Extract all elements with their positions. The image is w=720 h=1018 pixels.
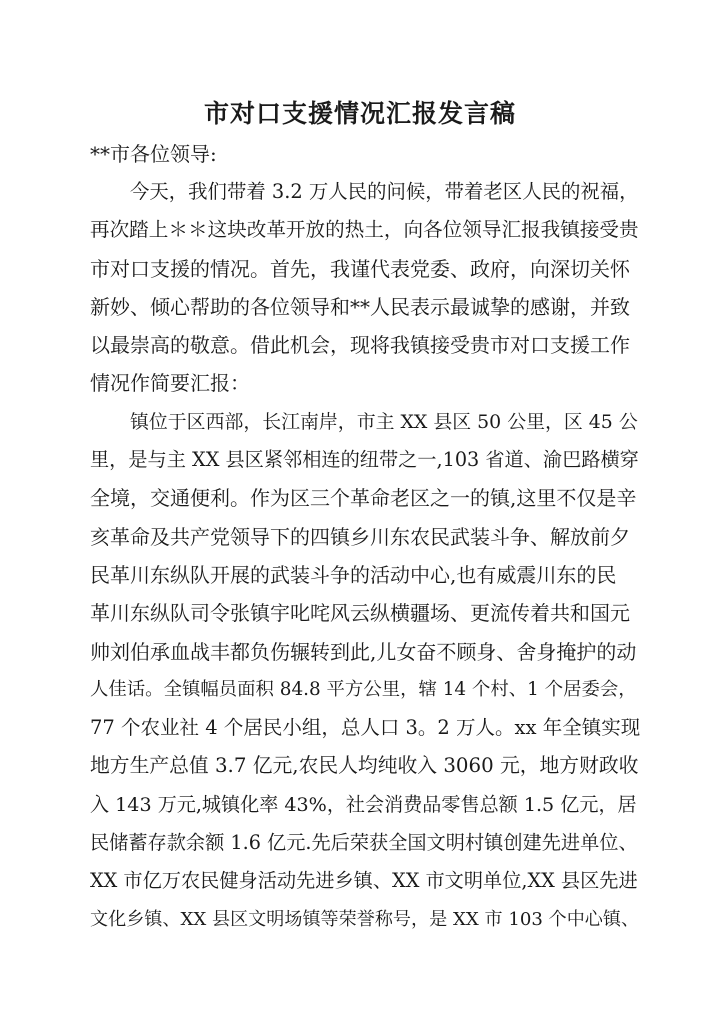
- body-line: 情况作简要汇报：: [90, 371, 250, 396]
- body-line: 市对口支援的情况。首先，我谨代表党委、政府，向深切关怀: [90, 256, 630, 281]
- body-line: 帅刘伯承血战丰都负伤辗转到此,儿女奋不顾身、舍身掩护的动: [90, 639, 637, 664]
- body-line: 新妙、倾心帮助的各位领导和**人民表示最诚挚的感谢，并致: [90, 294, 630, 319]
- body-line: XX 市亿万农民健身活动先进乡镇、XX 市文明单位,XX 县区先进: [90, 869, 638, 893]
- body-line: 再次踏上＊＊这块改革开放的热土，向各位领导汇报我镇接受贵: [90, 218, 639, 242]
- body-line: 民储蓄存款余额 1.6 亿元.先后荣获全国文明村镇创建先进单位、: [90, 831, 638, 855]
- body-line: 入 143 万元,城镇化率 43%，社会消费品零售总额 1.5 亿元，居: [90, 792, 637, 816]
- body-line: 文化乡镇、XX 县区文明场镇等荣誉称号，是 XX 市 103 个中心镇、: [90, 908, 640, 930]
- body-line: 全境，交通便利。作为区三个革命老区之一的镇,这里不仅是辛: [90, 486, 637, 511]
- body-line: 里，是与主 XX 县区紧邻相连的纽带之一,103 省道、渝巴路横穿: [90, 448, 639, 472]
- body-line: 人佳话。全镇幅员面积 84.8 平方公里，辖 14 个村、1 个居委会，: [90, 678, 637, 700]
- body-line: 地方生产总值 3.7 亿元,农民人均纯收入 3060 元，地方财政收: [90, 754, 639, 778]
- body-line: 今天，我们带着 3.2 万人民的问候，带着老区人民的祝福，: [130, 180, 639, 203]
- body-line: 民革川东纵队开展的武装斗争的活动中心,也有威震川东的民: [90, 562, 617, 587]
- page-title: 市对口支援情况汇报发言稿: [203, 99, 516, 128]
- body-line: 镇位于区西部，长江南岸，市主 XX 县区 50 公里，区 45 公: [130, 410, 638, 433]
- body-line: 以最崇高的敬意。借此机会，现将我镇接受贵市对口支援工作: [90, 333, 630, 358]
- body-line: 亥革命及共产党领导下的四镇乡川东农民武装斗争、解放前夕: [90, 524, 630, 549]
- body-line: 77 个农业社 4 个居民小组，总人口 3。2 万人。xx 年全镇实现: [90, 716, 641, 740]
- document-body: [90, 136, 640, 939]
- salutation: **市各位领导:: [90, 142, 217, 166]
- body-line: 革川东纵队司令张镇宇叱咤风云纵横疆场、更流传着共和国元: [90, 601, 630, 626]
